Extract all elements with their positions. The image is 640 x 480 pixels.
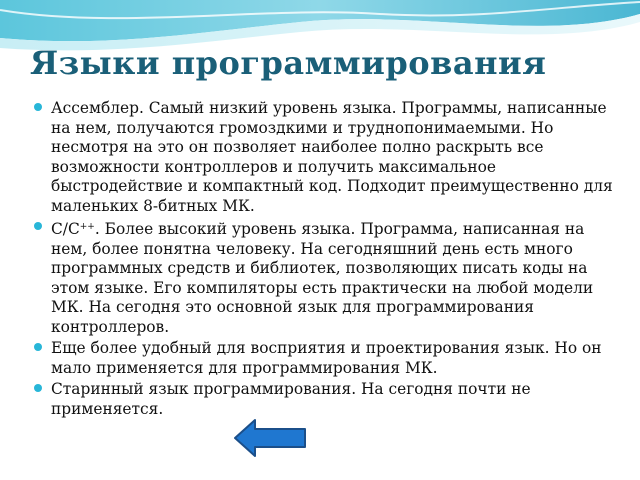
page-title: Языки программирования	[30, 44, 547, 82]
list-item-text: Ассемблер. Самый низкий уровень языка. Программы, написанные на нем, получаются громоздкими и труднопонимаемыми. Но несмотря на это он позволяет наиболее полно раскрыть все возможности контроллеров и получить максимальное быстродействие и компактный код. Подходит преимущественно для маленьких 8-битных МК.	[51, 99, 613, 215]
bullet-icon	[34, 222, 42, 230]
list-item	[34, 99, 614, 216]
list-item	[34, 339, 614, 378]
list-item-text: Еще более удобный для восприятия и проектирования язык. Но он мало применяется для программирования МК.	[51, 339, 602, 377]
list-item	[34, 380, 614, 419]
bullet-icon	[34, 384, 42, 392]
list-item	[34, 218, 614, 337]
list-item-superscript: ++	[79, 222, 95, 232]
list-item-text: . Более высокий уровень языка. Программа, написанная на нем, более понятна человеку. На сегодняшний день есть много программных средств и библиотек, позволяющих писать коды на этом языке. Его компиляторы есть практически на любой модели МК. На сегодня это основной язык для программирования контроллеров.	[51, 220, 594, 336]
bullet-icon	[34, 103, 42, 111]
bullet-icon	[34, 343, 42, 351]
list-item-prefix: C/C	[51, 220, 80, 238]
left-arrow-icon[interactable]	[233, 418, 308, 458]
bullet-list	[34, 99, 614, 421]
list-item-text: Старинный язык программирования. На сегодня почти не применяется.	[51, 380, 531, 418]
